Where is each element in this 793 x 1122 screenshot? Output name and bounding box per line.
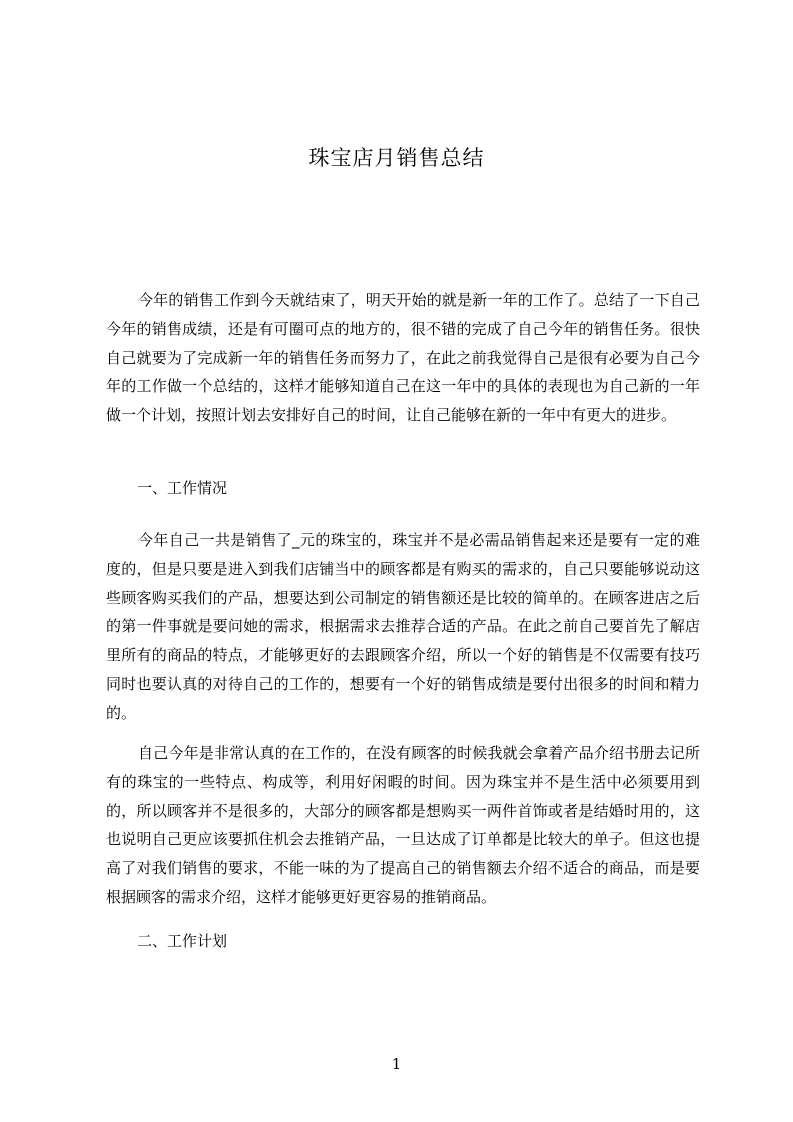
page-title: 珠宝店月销售总结 xyxy=(308,146,485,170)
intro-paragraph: 今年的销售工作到今天就结束了，明天开始的就是新一年的工作了。总结了一下自己今年的销售成绩，还是有可圈可点的地方的，很不错的完成了自己今年的销售任务。很快自己就要为了完成新一年的销售任务而努力了，在此之前我觉得自己是很有必要为自己今年的工作做一个总结的，这样才能够知道自己在这一年中的具体的表现也为自己新的一年做一个计划，按照计划去安排好自己的时间，让自己能够在新的一年中有更大的进步。 xyxy=(106,291,700,425)
work-status-paragraph: 今年自己一共是销售了_元的珠宝的，珠宝并不是必需品销售起来还是要有一定的难度的，但是只要是进入到我们店铺当中的顾客都是有购买的需求的，自己只要能够说动这些顾客购买我们的产品，想要达到公司制定的销售额还是比较的简单的。在顾客进店之后的第一件事就是要问她的需求，根据需求去推荐合适的产品。在此之前自己要首先了解店里所有的商品的特点，才能够更好的去跟顾客介绍，所以一个好的销售是不仅需要有技巧同时也要认真的对待自己的工作的，想要有一个好的销售成绩是要付出很多的时间和精力的。 xyxy=(106,531,700,722)
section-heading-work-plan: 二、工作计划 xyxy=(137,932,228,950)
section-heading-work-status: 一、工作情况 xyxy=(137,479,228,497)
work-attitude-paragraph: 自己今年是非常认真的在工作的，在没有顾客的时候我就会拿着产品介绍书册去记所有的珠宝的一些特点、构成等，利用好闲暇的时间。因为珠宝并不是生活中必须要用到的，所以顾客并不是很多的，大部分的顾客都是想购买一两件首饰或者是结婚时用的，这也说明自己更应该要抓住机会去推销产品，一旦达成了订单都是比较大的单子。但这也提高了对我们销售的要求，不能一味的为了提高自己的销售额去介绍不适合的商品，而是要根据顾客的需求介绍，这样才能够更好更容易的推销商品。 xyxy=(106,744,700,906)
page-number: 1 xyxy=(391,1055,402,1073)
